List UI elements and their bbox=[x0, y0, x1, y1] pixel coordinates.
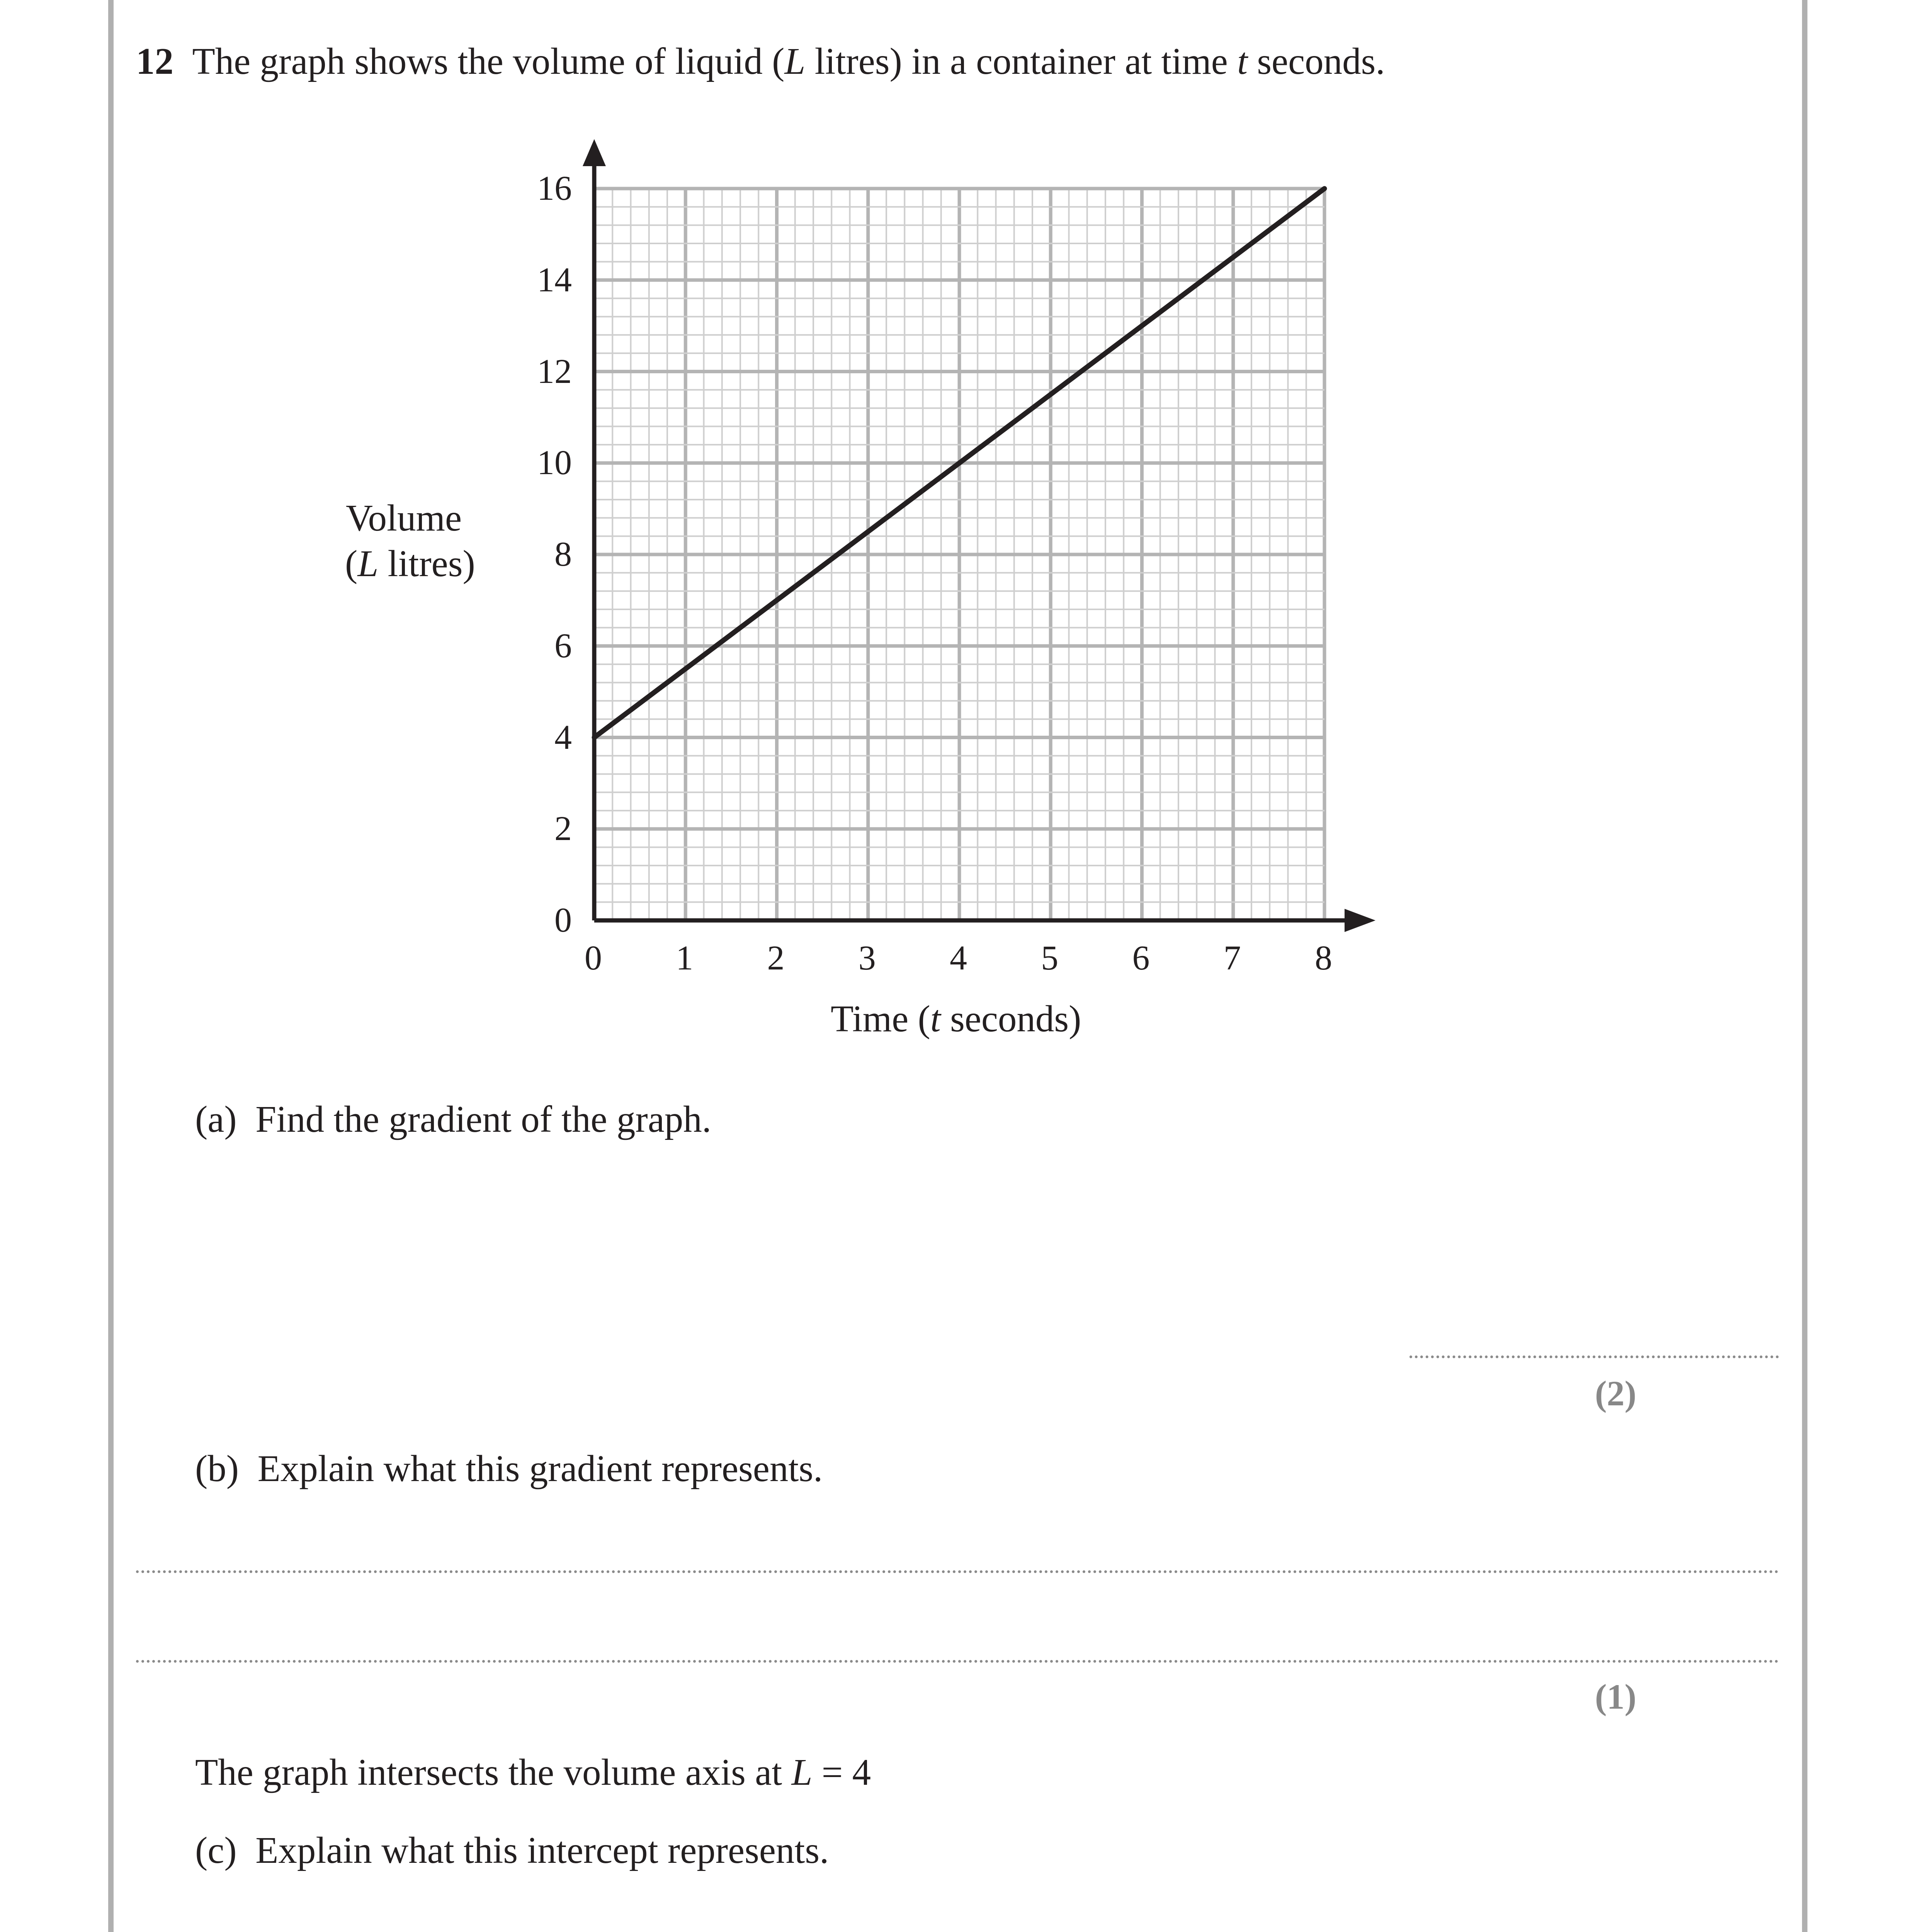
y-tick-label: 2 bbox=[554, 810, 572, 848]
x-tick-label: 8 bbox=[1315, 939, 1332, 977]
x-tick-label: 5 bbox=[1041, 939, 1059, 977]
y-tick-label: 14 bbox=[537, 260, 572, 299]
y-axis-arrow bbox=[583, 139, 606, 166]
stem-part-1: The graph shows the volume of liquid ( bbox=[192, 41, 785, 82]
y-tick-label: 4 bbox=[554, 718, 572, 757]
x-tick-label: 4 bbox=[950, 939, 967, 977]
graph-grid bbox=[594, 189, 1324, 920]
x-axis-arrow bbox=[1345, 909, 1375, 932]
x-tick-label: 1 bbox=[676, 939, 694, 977]
part-a-marks: (2) bbox=[1595, 1374, 1637, 1413]
stem-part-2: litres) in a container at time bbox=[805, 41, 1238, 82]
x-tick-label: 2 bbox=[767, 939, 785, 977]
y-tick-label: 10 bbox=[537, 444, 572, 482]
y-axis-label-line2 bbox=[345, 545, 475, 582]
part-c bbox=[195, 1832, 829, 1869]
part-b bbox=[195, 1450, 823, 1487]
intercept-var: L bbox=[791, 1752, 813, 1793]
part-b-text: Explain what this gradient represents. bbox=[257, 1448, 823, 1489]
stem-var-t: t bbox=[1237, 41, 1248, 82]
intercept-statement bbox=[195, 1753, 871, 1791]
part-b-answer-line-2[interactable] bbox=[136, 1660, 1779, 1663]
x-label-open: Time ( bbox=[831, 998, 930, 1039]
stem-part-3: seconds. bbox=[1248, 41, 1385, 82]
y-label-open: ( bbox=[345, 543, 358, 584]
x-tick-label: 3 bbox=[858, 939, 876, 977]
y-label-var: L bbox=[357, 543, 379, 584]
question-number: 12 bbox=[136, 41, 173, 82]
part-a bbox=[195, 1100, 711, 1138]
x-tick-label: 0 bbox=[585, 939, 602, 977]
y-tick-label: 8 bbox=[554, 535, 572, 573]
y-tick-label: 16 bbox=[537, 169, 572, 207]
x-tick-label: 7 bbox=[1223, 939, 1241, 977]
x-axis-label bbox=[831, 1000, 1081, 1037]
x-tick-label: 6 bbox=[1132, 939, 1150, 977]
x-label-var: t bbox=[930, 998, 941, 1039]
x-label-rest: seconds) bbox=[940, 998, 1081, 1039]
part-a-answer-line[interactable] bbox=[1409, 1355, 1779, 1358]
intercept-text: The graph intersects the volume axis at bbox=[195, 1752, 792, 1793]
y-label-rest: litres) bbox=[378, 543, 475, 584]
part-b-label: (b) bbox=[195, 1448, 239, 1489]
part-b-marks: (1) bbox=[1595, 1677, 1637, 1716]
intercept-value: = 4 bbox=[812, 1752, 871, 1793]
y-axis-label-line1: Volume bbox=[346, 497, 462, 539]
y-tick-label: 0 bbox=[554, 901, 572, 939]
part-a-label: (a) bbox=[195, 1099, 237, 1140]
y-tick-label: 12 bbox=[537, 352, 572, 391]
stem-var-L: L bbox=[784, 41, 806, 82]
part-b-answer-line-1[interactable] bbox=[136, 1570, 1779, 1573]
y-tick-label: 6 bbox=[554, 626, 572, 665]
part-c-text: Explain what this intercept represents. bbox=[255, 1830, 829, 1871]
part-a-text: Find the gradient of the graph. bbox=[255, 1099, 712, 1140]
part-c-label: (c) bbox=[195, 1830, 237, 1871]
